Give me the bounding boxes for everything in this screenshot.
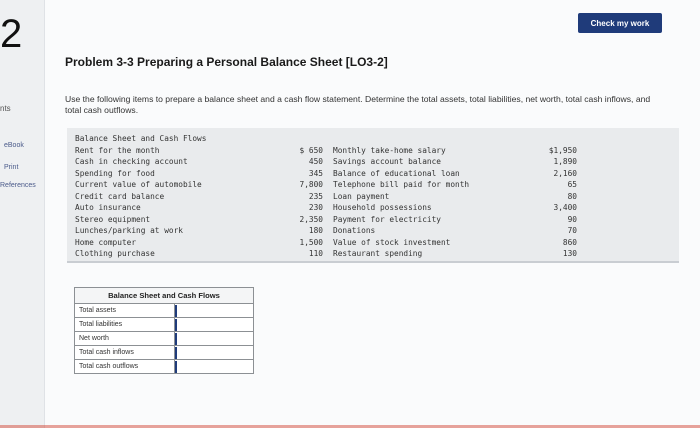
left-item-value: 235 — [308, 191, 323, 201]
total-cash-outflows-label: Total cash outflows — [75, 360, 175, 374]
problem-instructions: Use the following items to prepare a balance sheet and a cash flow statement. Determine the total assets, total liabilities, net worth, total cash inflows, and total cash outflows. — [65, 94, 651, 115]
left-item-label: Auto insurance — [75, 203, 141, 212]
table-row — [75, 346, 254, 360]
left-item-label: Current value of automobile — [75, 180, 202, 189]
right-item-label: Loan payment — [333, 191, 390, 201]
sidebar-partial-label: nts — [0, 104, 11, 113]
sidebar-ebook-link[interactable]: eBook — [4, 142, 24, 149]
right-item-value: 2,160 — [553, 168, 577, 178]
right-values-column — [523, 145, 577, 260]
sidebar-references-link[interactable]: References — [0, 182, 36, 189]
total-assets-label: Total assets — [75, 304, 175, 318]
total-liabilities-input[interactable] — [175, 319, 253, 331]
right-item-value: 130 — [562, 249, 577, 258]
total-cash-outflows-cell — [175, 360, 254, 374]
left-labels-column — [75, 133, 206, 260]
right-item-label: Balance of educational loan — [333, 168, 460, 178]
right-item-label: Savings account balance — [333, 157, 441, 166]
left-item-label: Rent for the month — [75, 145, 160, 155]
total-cash-inflows-label: Total cash inflows — [75, 346, 175, 360]
sidebar-print-link[interactable]: Print — [4, 164, 19, 171]
right-item-label: Monthly take-home salary — [333, 145, 446, 155]
left-item-label: Stereo equipment — [75, 214, 151, 224]
left-item-label: Lunches/parking at work — [75, 226, 183, 235]
right-item-label: Payment for electricity — [333, 214, 441, 224]
total-cash-outflows-input[interactable] — [175, 361, 253, 373]
left-item-value: 1,500 — [299, 237, 323, 247]
right-item-value: 65 — [567, 180, 577, 189]
left-item-value: 230 — [308, 203, 323, 212]
table-row — [75, 332, 254, 346]
problem-title: Problem 3-3 Preparing a Personal Balance Sheet [LO3-2] — [65, 55, 388, 69]
total-cash-inflows-cell — [175, 346, 254, 360]
right-item-label: Restaurant spending — [333, 249, 423, 258]
right-item-label: Household possessions — [333, 203, 432, 212]
left-values-column — [283, 145, 323, 260]
left-item-label: Credit card balance — [75, 191, 165, 201]
net-worth-label: Net worth — [75, 332, 175, 346]
net-worth-input[interactable] — [175, 333, 253, 345]
left-item-label: Cash in checking account — [75, 157, 188, 166]
right-item-value: 1,890 — [553, 157, 577, 166]
right-item-value: 80 — [567, 191, 577, 201]
left-item-value: 7,800 — [299, 180, 323, 189]
right-item-label: Donations — [333, 226, 376, 235]
table-row — [75, 318, 254, 332]
question-number: 2 — [0, 12, 23, 56]
left-item-value: $ 650 — [299, 145, 323, 155]
total-liabilities-label: Total liabilities — [75, 318, 175, 332]
left-item-value: 2,350 — [299, 214, 323, 224]
right-item-value: 90 — [567, 214, 577, 224]
right-item-value: 70 — [567, 226, 577, 235]
right-labels-column — [333, 145, 469, 260]
left-item-label: Spending for food — [75, 168, 155, 178]
right-item-label: Value of stock investment — [333, 237, 451, 247]
table-row — [75, 360, 254, 374]
left-sidebar — [0, 0, 45, 428]
left-item-value: 180 — [308, 226, 323, 235]
right-item-label: Telephone bill paid for month — [333, 180, 470, 189]
total-liabilities-cell — [175, 318, 254, 332]
total-cash-inflows-input[interactable] — [175, 347, 253, 359]
table-row — [75, 304, 254, 318]
data-table — [67, 128, 679, 263]
left-item-label: Home computer — [75, 237, 137, 247]
right-item-value: $1,950 — [548, 145, 577, 155]
left-item-value: 110 — [308, 249, 323, 258]
net-worth-cell — [175, 332, 254, 346]
answer-table — [74, 287, 254, 374]
right-item-value: 3,400 — [553, 203, 577, 212]
total-assets-cell — [175, 304, 254, 318]
left-item-value: 450 — [308, 157, 323, 166]
left-item-label: Clothing purchase — [75, 249, 155, 258]
left-item-value: 345 — [308, 168, 323, 178]
answer-table-header: Balance Sheet and Cash Flows — [75, 288, 254, 304]
data-table-header: Balance Sheet and Cash Flows — [75, 134, 207, 143]
check-my-work-button[interactable]: Check my work — [578, 13, 662, 33]
total-assets-input[interactable] — [175, 305, 253, 317]
right-item-value: 860 — [562, 237, 577, 247]
